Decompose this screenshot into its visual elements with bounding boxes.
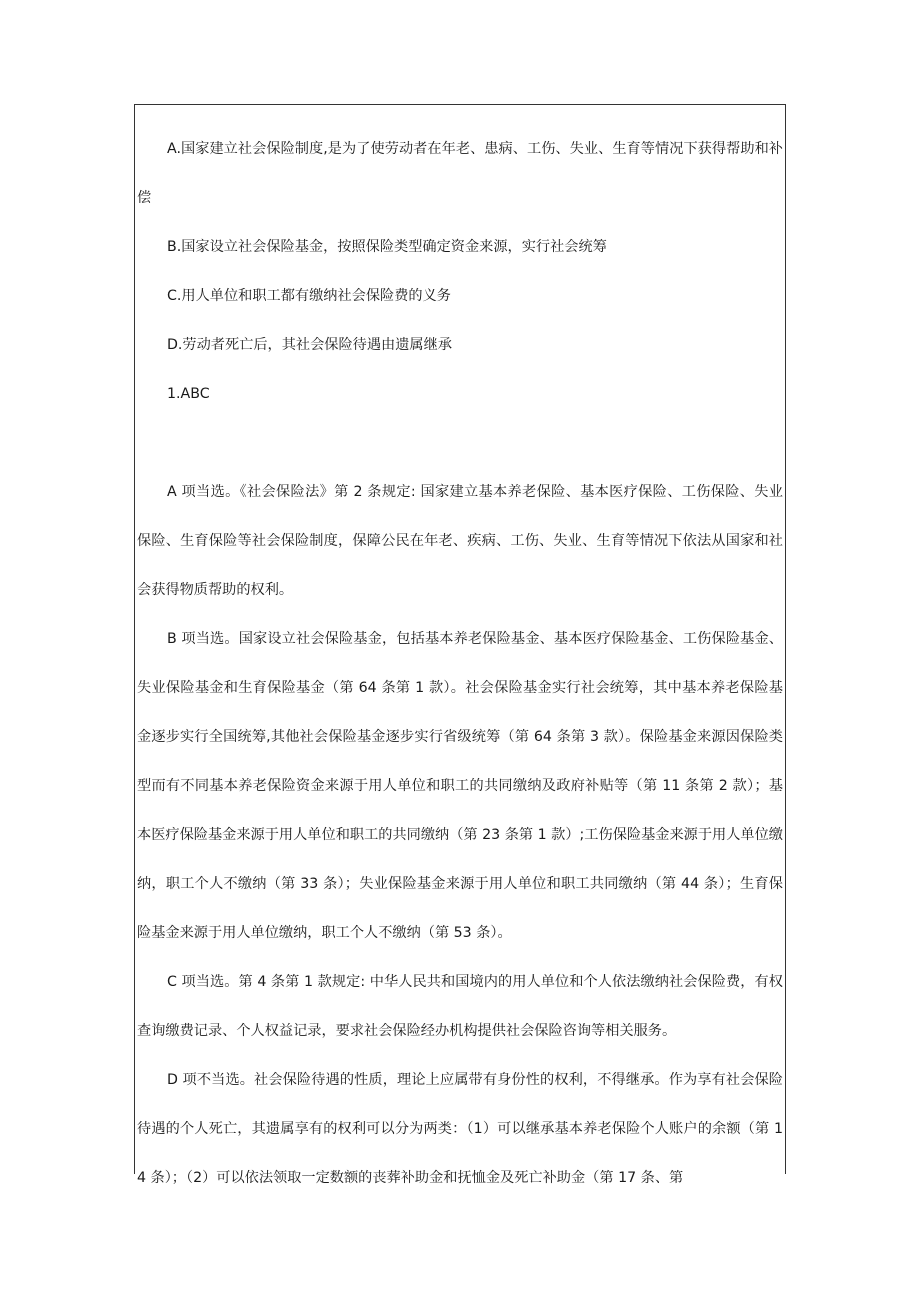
explanation-c: C 项当选。第 4 条第 1 款规定: 中华人民共和国境内的用人单位和个人依法缴纳社会保险费，有权查询缴费记录、个人权益记录，要求社会保险经办机构提供社会保险咨询等相关服务。	[137, 974, 783, 1039]
option-d: D.劳动者死亡后，其社会保险待遇由遗属继承	[167, 337, 452, 353]
option-a: A.国家建立社会保险制度,是为了使劳动者在年老、患病、工伤、失业、生育等情况下获得帮助和补偿	[137, 141, 783, 206]
document-body	[137, 125, 783, 1203]
document-frame	[134, 104, 786, 1186]
explanation-b: B 项当选。国家设立社会保险基金，包括基本养老保险基金、基本医疗保险基金、工伤保险基金、失业保险基金和生育保险基金（第 64 条第 1 款）。社会保险基金实行社会统筹，其中基本养老保险基金逐步实行全国统筹,其他社会保险基金逐步实行省级统筹（第 64 条第 3 款）。保险基金来源因保险类型而有不同基本养老保险资金来源于用人单位和职工的共同缴纳及政府补贴等（第 11 条第 2 款）；基本医疗保险基金来源于用人单位和职工的共同缴纳（第 23 条第 1 款）;工伤保险基金来源于用人单位缴纳，职工个人不缴纳（第 33 条）；失业保险基金来源于用人单位和职工共同缴纳（第 44 条）；生育保险基金来源于用人单位缴纳，职工个人不缴纳（第 53 条）。	[137, 631, 783, 941]
answer-line: 1.ABC	[167, 386, 210, 402]
option-b: B.国家设立社会保险基金，按照保险类型确定资金来源，实行社会统筹	[167, 239, 607, 255]
explanation-d: D 项不当选。社会保险待遇的性质，理论上应属带有身份性的权利，不得继承。作为享有社会保险待遇的个人死亡，其遗属享有的权利可以分为两类：（1）可以继承基本养老保险个人账户的余额（第 14 条）；（2）可以依法领取一定数额的丧葬补助金和抚恤金及死亡补助金（第 17 条、第	[137, 1072, 783, 1186]
explanation-a: A 项当选。《社会保险法》第 2 条规定: 国家建立基本养老保险、基本医疗保险、工伤保险、失业保险、生育保险等社会保险制度，保障公民在年老、疾病、工伤、失业、生育等情况下依法从国家和社会获得物质帮助的权利。	[137, 484, 783, 598]
option-c: C.用人单位和职工都有缴纳社会保险费的义务	[167, 288, 451, 304]
blank-line	[137, 419, 783, 468]
